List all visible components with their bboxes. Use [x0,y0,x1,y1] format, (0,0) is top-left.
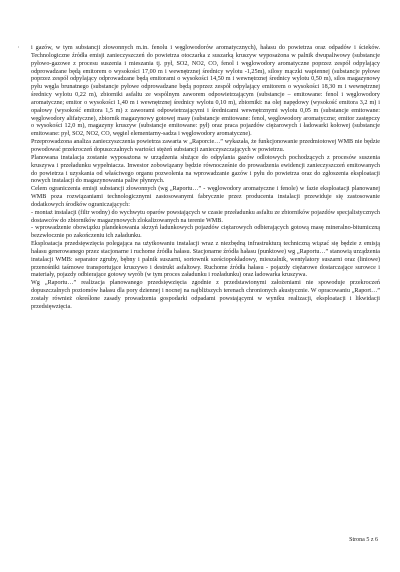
paragraph-dust-control: Planowana instalacja zostanie wyposażona w urządzenia służące do odpylania gazów odlotowych pochodzących z procesów suszenia kruszywa i przeładunku wypełniacza. Inwestor zobowiązany będzie równocześnie do prowadzenia ewidencji zanieczyszczeń emitowanych do powietrza i uzyskania od właściwego organu pozwolenia na wprowadzanie gazów i pyłu do powietrza oraz do zgłoszenia eksploatacji nowych instalacji do magazynowania paliw płynnych. [31,154,380,185]
page-number: Strona 5 z 6 [349,537,378,543]
paragraph-emission-sources: i gazów, w tym substancji złowonnych m.in. fenolu i węglowodorów aromatycznych), hałasu do powietrza oraz odpadów i ścieków. Technologiczne źródła emisji zanieczyszczeń do powietrza otoczarka z suszarką kruszyw wyposażona w palnik dwupaliwowy (substancje pyłowo-gazowe z procesu suszenia i mieszania tj. pył, SO2, NO2, CO, fenol i węglowodory aromatyczne poprzez zespół odpylający odprowadzane będą emitorem o wysokości 17,00 m i wewnętrznej średnicy wylotu -1,25m), silosy mączki wapiennej (substancje pyłowe poprzez zespół odpylający odprowadzane będą emitorami o wysokości 14,50 m i wewnętrznej średnicy wylotu 0,50 m), silos magazynowy pyłu węgla brunatnego (substancje pyłowe odprowadzane będą poprzez zespół odpylający emitorem o wysokości 18,30 m i wewnętrznej średnicy wylotu 0,22 m), zbiorniki asfaltu ze wspólnym zaworem odpowietrzającym (substancje – emitowane: fenol i węglowodory aromatyczne; emitor o wysokości 1,40 m i wewnętrznej średnicy wylotu 0,10 m), zbiorniki: na olej napędowy (wysokość emitora 3,2 m) i opałowy (wysokość emitora 1,5 m) z zaworami odpowietrzającymi i średnicami wewnętrznymi wylotu 0,05 m (substancje emitowane: węglowodory alifatyczne), zbiornik magazynowy gotowej masy (substancje emitowane: fenol, węglowodory aromatyczne; emitor zastępczy o wysokości 12,0 m), magazyny kruszyw (substancje emitowane: pył) oraz praca pojazdów ciężarowych i ładowarki kołowej (substancje emitowane: pył, SO2, NO2, CO, węgiel elementarny-sadza i węglowodory aromatyczne). [31,45,380,138]
paragraph-noise-sources: Eksploatacja przedsięwzięcia polegająca na użytkowaniu instalacji wraz z niezbędną infrastrukturą techniczną wiązać się będzie z emisją hałasu generowanego przez stacjonarne i ruchome źródła hałasu. Stacjonarne źródła hałasu (punktowe) wg „Raportu…” stanowią urządzenia instalacji WMB: separator zgruby, bębny i palnik suszarni, sortownik sześciopokładowy, mieszalnik, wentylatory suszarni oraz (liniowe) przenośniki taśmowe transportujące kruszywo i destrukt asfaltowy. Ruchome źródła hałasu - pojazdy ciężarowe dostarczające surowce i materiały, pojazdy odbierające gotowy wyrób (w tym proces załadunku i rozładunku) oraz ładowarka kruszywa. [31,241,380,279]
paragraph-air-analysis: Przeprowadzona analiza zanieczyszczenia powietrza zawarta w „Raporcie…” wykazała, że funkcjonowanie przedmiotowej WMB nie będzie powodować przekroczeń dopuszczalnych wartości stężeń substancji zanieczyszczających w powietrzu. [31,139,380,153]
paragraph-noise-conclusion: Wg „Raportu…” realizacja planowanego przedsięwzięcia zgodnie z przedstawionymi założeniami nie spowoduje przekroczeń dopuszczalnych poziomów hałasu dla pory dziennej i nocnej na najbliższych terenach chronionych akustycznie. W opracowaniu „Raport…” zostały również określone zasady prowadzenia gospodarki odpadami powstającymi w wyniku realizacji, eksploatacji i likwidacji przedsięwzięcia. [31,280,380,310]
margin-mark: , [18,44,20,49]
paragraph-odour-limitation: Celem ograniczenia emisji substancji złowonnych (wg „Raportu…” - węglowodory aromatyczne i fenole) w fazie eksploatacji planowanej WMB poza rozwiązaniami technologicznymi zastosowanymi fabrycznie przez producenta instalacji przewiduje się zastosowanie dodatkowych środków ograniczających: [31,186,380,208]
document-body [31,45,380,312]
paragraph-tarpaulin-obligation: - wprowadzenie obowiązku plandekowania skrzyń ładunkowych pojazdów ciężarowych odbierających gotową masę mineralno-bitumiczną bezzwłocznie po zakończeniu ich załadunku. [31,225,380,240]
paragraph-filter-installation: - montaż instalacji (filtr wodny) do wychwytu oparów powstających w czasie przeładunku asfaltu ze zbiorników pojazdów specjalistycznych dostawców do zbiorników magazynowych zlokalizowanych na terenie WMB. [31,209,380,224]
